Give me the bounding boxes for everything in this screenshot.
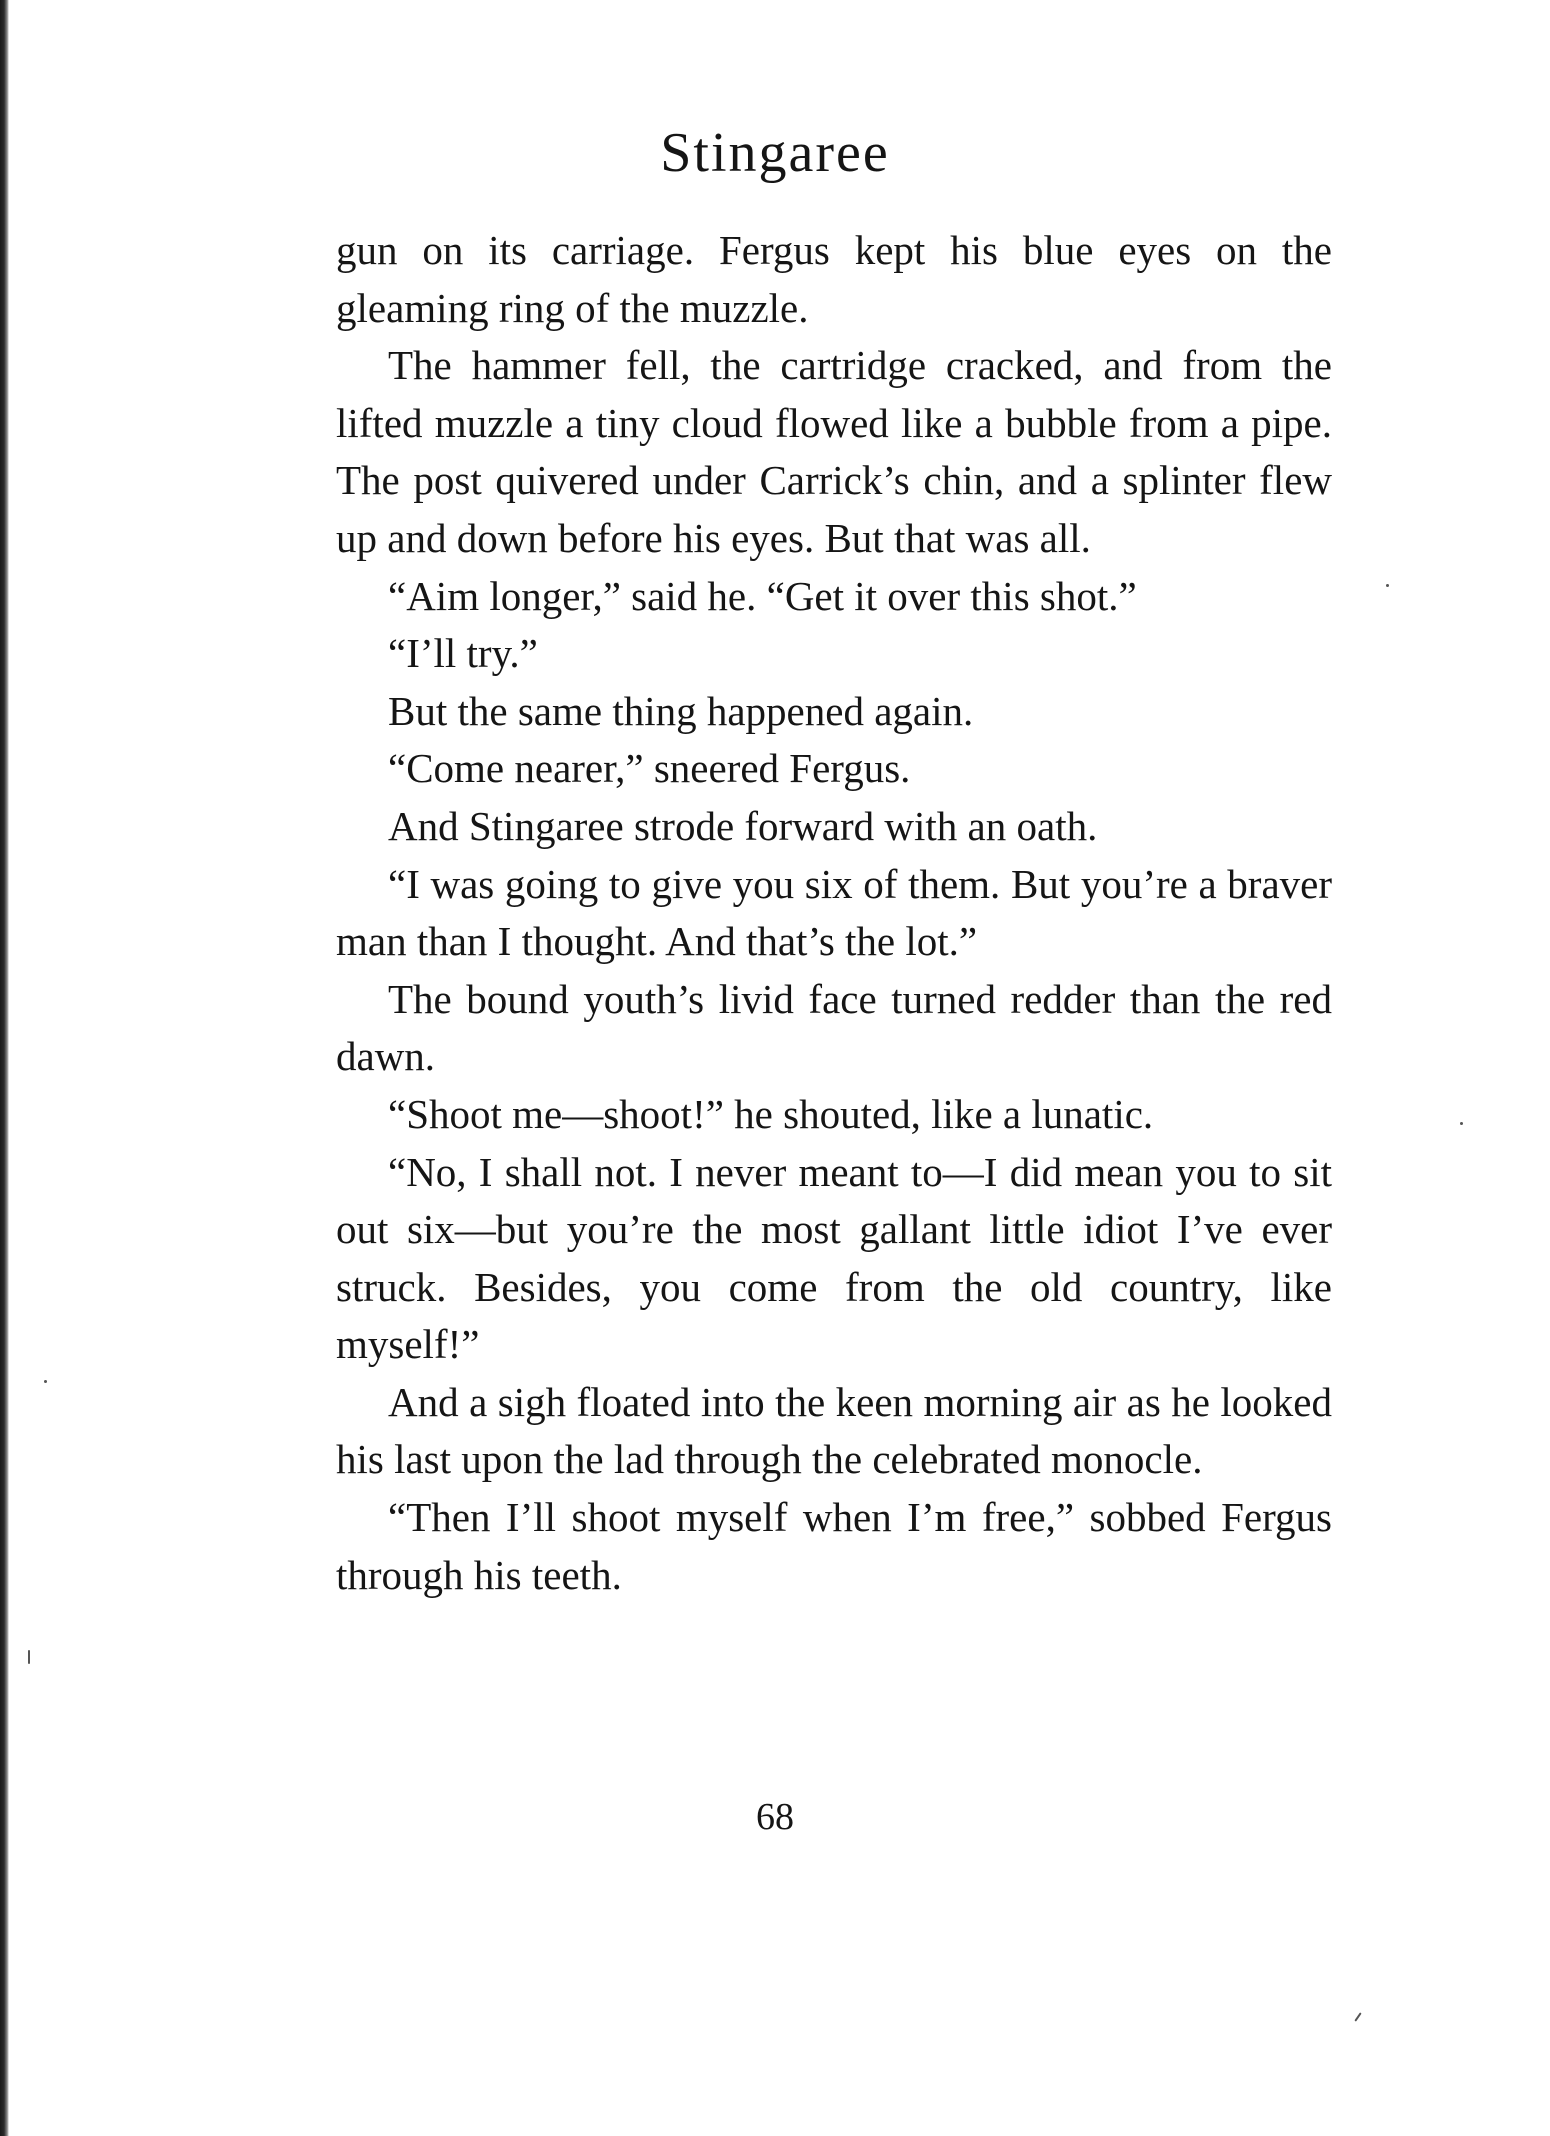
paragraph: The bound youth’s livid face turned redder than the red dawn. <box>336 975 1332 1080</box>
paragraph: “Then I’ll shoot myself when I’m free,” sobbed Fergus through his teeth. <box>336 1494 1332 1598</box>
paragraph: The hammer fell, the cartridge cracked, and from the lifted muzzle a tiny cloud flowed like a bubble from a pipe. The post quivered under Carrick’s chin, and a splinter flew up and down before his eyes. But that was all. <box>336 342 1332 561</box>
body-text <box>336 222 1332 1604</box>
paragraph: gun on its carriage. Fergus kept his blue eyes on the gleaming ring of the muzzle. <box>336 227 1332 331</box>
scan-speck <box>44 1380 47 1383</box>
paragraph: “I was going to give you six of them. But you’re a braver man than I thought. And that’s the lot.” <box>336 860 1332 965</box>
scan-speck <box>1386 584 1389 587</box>
paragraph: “I’ll try.” <box>388 630 538 677</box>
scan-speck <box>28 1650 30 1664</box>
paragraph: And Stingaree strode forward with an oath. <box>388 802 1098 849</box>
paragraph: “No, I shall not. I never meant to—I did mean you to sit out six—but you’re the most gallant little idiot I’ve ever struck. Besides, you come from the old country, like myself!” <box>336 1148 1332 1368</box>
paragraph: But the same thing happened again. <box>388 687 974 734</box>
paragraph: “Come nearer,” sneered Fergus. <box>388 745 911 792</box>
page-number: 68 <box>756 1796 794 1838</box>
paragraph: And a sigh floated into the keen morning air as he looked his last upon the lad through the celebrated monocle. <box>336 1378 1332 1483</box>
scan-speck <box>1354 2012 1361 2021</box>
running-head: Stingaree <box>660 122 890 184</box>
paragraph: “Shoot me—shoot!” he shouted, like a lunatic. <box>388 1090 1154 1137</box>
paragraph: “Aim longer,” said he. “Get it over this shot.” <box>388 572 1137 619</box>
scan-speck <box>1460 1122 1463 1125</box>
